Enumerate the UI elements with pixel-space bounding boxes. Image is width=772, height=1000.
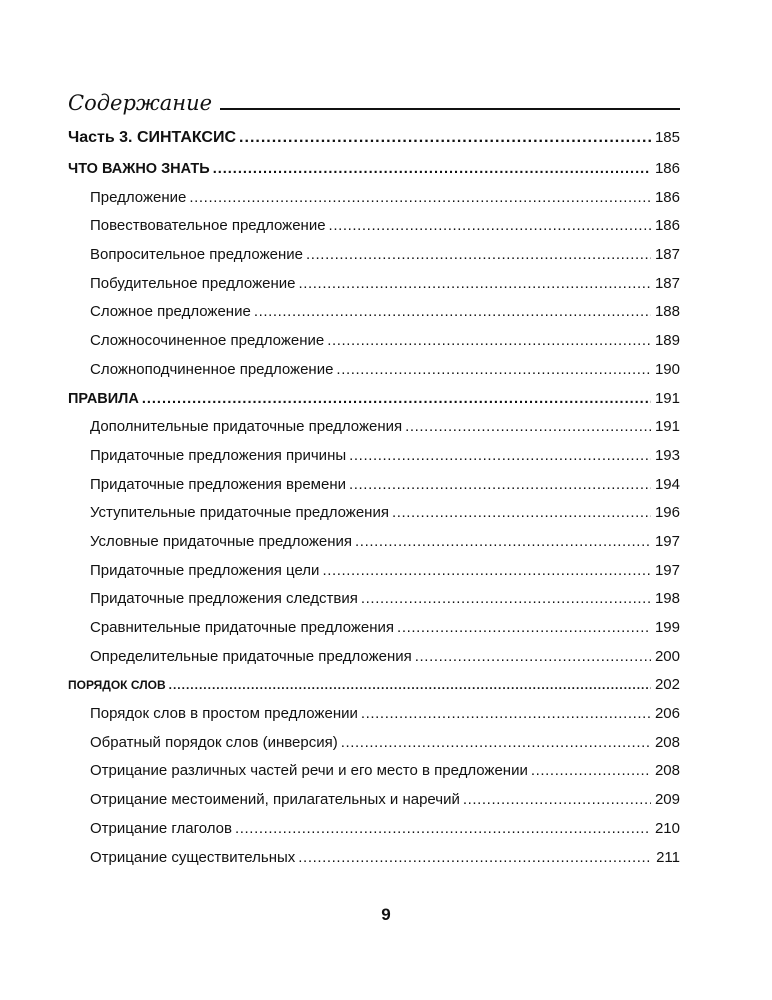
dot-leader [355,533,651,550]
dot-leader [322,562,651,579]
toc-entry [68,533,680,562]
toc-entry-title: ПОРЯДОК СЛОВ [68,678,166,693]
toc-entry [68,390,680,419]
dot-leader [341,734,651,751]
toc-entry-page: 186 [654,160,680,177]
toc-entry [68,849,680,878]
toc-entry [68,303,680,332]
toc-entry-title: Предложение [90,188,187,206]
toc-entry-page: 185 [654,129,680,146]
toc-entry-page: 189 [654,332,680,350]
toc-entry-title: Повествовательное предложение [90,217,326,235]
toc-entry [68,648,680,677]
toc-entry [68,217,680,246]
toc-entry [68,762,680,791]
dot-leader [415,648,651,665]
toc-entry-page: 191 [654,418,680,436]
toc-entry [68,447,680,476]
toc-entry [68,246,680,275]
toc-entry-page: 210 [654,819,680,837]
toc-entry-title: Придаточные предложения цели [90,561,320,579]
toc-entry-title: Дополнительные придаточные предложения [90,418,403,436]
toc-entry [68,476,680,505]
toc-entry [68,275,680,304]
toc-entry [68,189,680,218]
toc-entry-page: 199 [654,619,680,636]
toc-entry-title: Обратный порядок слов (инверсия) [90,733,338,751]
dot-leader [463,791,651,808]
dot-leader [392,504,651,521]
dot-leader [298,275,650,292]
toc-entry [68,562,680,591]
toc-entry [68,705,680,734]
toc-entry-page: 206 [654,705,680,723]
contents-header [68,86,680,114]
toc-entry-title: ЧТО ВАЖНО ЗНАТЬ [68,161,210,177]
dot-leader [349,447,651,464]
toc-entry-page: 211 [656,848,680,866]
dot-leader [405,418,651,435]
toc-entry-page: 197 [654,532,680,550]
dot-leader [298,849,652,866]
toc-entry-title: Определительные придаточные предложения [90,647,412,665]
toc-entry-title: Отрицание местоимений, прилагательных и наречий [90,791,460,809]
toc-entry-title: Порядок слов в простом предложении [90,705,358,723]
toc-entry-page: 187 [654,246,680,264]
dot-leader [213,161,651,177]
table-of-contents [68,129,680,877]
dot-leader [336,361,651,378]
toc-entry [68,361,680,390]
dot-leader [235,820,651,837]
toc-entry-page: 188 [654,303,680,321]
toc-entry [68,129,680,160]
toc-entry-page: 196 [654,504,680,522]
toc-entry-page: 193 [654,446,680,464]
toc-entry [68,504,680,533]
toc-entry-page: 197 [654,561,680,579]
toc-entry-title: Отрицание существительных [90,848,296,866]
toc-entry-page: 190 [654,360,680,378]
toc-entry-title: Уступительные придаточные предложения [90,504,389,522]
page-number: 9 [381,905,391,924]
toc-entry-title: Сравнительные придаточные предложения [90,619,395,636]
toc-entry [68,160,680,189]
toc-entry [68,418,680,447]
toc-entry-title: Часть 3. СИНТАКСИС [68,129,237,146]
dot-leader [329,217,651,234]
dot-leader [306,246,651,263]
toc-entry [68,676,680,705]
toc-entry-page: 202 [654,676,680,694]
toc-entry-title: Отрицание различных частей речи и его место в предложении [90,762,528,780]
header-rule [220,108,680,110]
toc-entry-page: 191 [654,389,680,407]
dot-leader [361,705,651,722]
dot-leader [142,391,651,407]
toc-entry-title: Придаточные предложения времени [90,475,346,493]
toc-entry-page: 208 [654,733,680,751]
toc-entry-page: 208 [654,762,680,780]
toc-entry-title: Придаточные предложения следствия [90,590,358,608]
toc-entry-title: Придаточные предложения причины [90,446,347,464]
toc-entry-title: Вопросительное предложение [90,246,303,264]
dot-leader [254,303,651,320]
dot-leader [239,129,651,147]
dot-leader [397,619,651,636]
toc-entry-page: 209 [654,791,680,809]
dot-leader [189,189,651,206]
toc-entry-title: ПРАВИЛА [68,390,139,407]
contents-title: Содержание [68,91,213,115]
toc-entry-page: 186 [654,217,680,235]
toc-entry [68,590,680,619]
toc-entry [68,791,680,820]
toc-entry-page: 200 [654,647,680,665]
toc-entry [68,820,680,849]
toc-entry-title: Побудительное предложение [90,274,296,292]
toc-entry [68,619,680,648]
dot-leader [327,332,651,349]
dot-leader [531,762,651,779]
toc-entry-title: Условные придаточные предложения [90,532,353,550]
toc-entry-page: 198 [654,590,680,608]
toc-entry-page: 186 [654,188,680,206]
toc-entry-page: 194 [654,475,680,493]
toc-entry-page: 187 [654,274,680,292]
dot-leader [169,678,651,692]
toc-entry-title: Сложноподчиненное предложение [90,360,334,378]
dot-leader [361,590,651,607]
dot-leader [349,476,651,493]
toc-entry-title: Сложное предложение [90,303,251,321]
toc-entry [68,332,680,361]
toc-entry-title: Отрицание глаголов [90,819,232,837]
toc-entry [68,734,680,763]
toc-entry-title: Сложносочиненное предложение [90,332,325,350]
